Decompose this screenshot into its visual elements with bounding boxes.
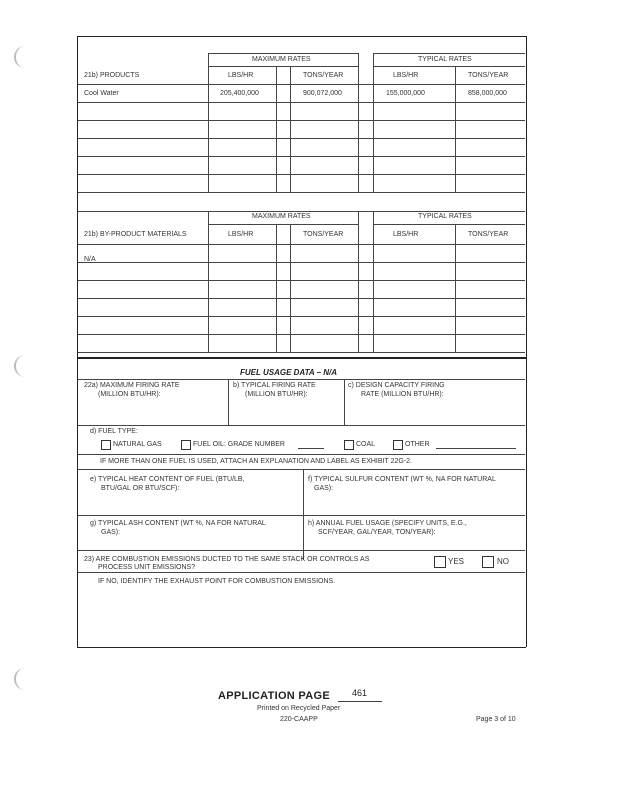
product-typ-tons: 858,000,000	[468, 90, 507, 97]
fuel-section-title: FUEL USAGE DATA – N/A	[240, 368, 338, 377]
q23-label-2: PROCESS UNIT EMISSIONS?	[98, 564, 196, 571]
products-max-header: MAXIMUM RATES	[252, 56, 311, 63]
binder-hole	[14, 355, 26, 377]
byproducts-label: 21b) BY-PRODUCT MATERIALS	[84, 231, 187, 238]
products-col-lbs-max: LBS/HR	[228, 72, 254, 79]
max-firing-label: 22a) MAXIMUM FIRING RATE	[84, 382, 180, 389]
product-name: Cool Water	[84, 90, 119, 97]
fuel-oil-checkbox[interactable]	[181, 440, 191, 450]
page-of: Page 3 of 10	[476, 716, 516, 723]
byproducts-col-lbs-typ: LBS/HR	[393, 231, 419, 238]
q23-label: 23) ARE COMBUSTION EMISSIONS DUCTED TO THE SAME STACK OR CONTROLS AS	[84, 556, 370, 563]
byproducts-col-lbs-max: LBS/HR	[228, 231, 254, 238]
design-firing-label: c) DESIGN CAPACITY FIRING	[348, 382, 445, 389]
design-firing-sub: RATE (MILLION BTU/HR):	[361, 391, 444, 398]
binder-hole	[14, 46, 26, 68]
annual-usage-label: h) ANNUAL FUEL USAGE (SPECIFY UNITS, E.G.,	[308, 520, 467, 527]
ash-content-label: g) TYPICAL ASH CONTENT (WT %, NA FOR NATURAL	[90, 520, 266, 527]
fuel-oil-label: FUEL OIL: GRADE NUMBER	[193, 441, 285, 448]
product-max-tons: 900,072,000	[303, 90, 342, 97]
natural-gas-label: NATURAL GAS	[113, 441, 162, 448]
application-page-title: APPLICATION PAGE	[218, 690, 330, 702]
typ-firing-label: b) TYPICAL FIRING RATE	[233, 382, 316, 389]
coal-checkbox[interactable]	[344, 440, 354, 450]
yes-checkbox[interactable]	[434, 556, 446, 568]
byproducts-col-tons-max: TONS/YEAR	[303, 231, 344, 238]
application-page-number: 461	[352, 688, 368, 698]
byproduct-first-row: N/A	[84, 256, 96, 263]
printed-note: Printed on Recycled Paper	[257, 705, 341, 712]
products-col-tons-max: TONS/YEAR	[303, 72, 344, 79]
heat-content-label: e) TYPICAL HEAT CONTENT OF FUEL (BTU/LB,	[90, 476, 245, 483]
annual-usage-sub: SCF/YEAR, GAL/YEAR, TON/YEAR):	[318, 529, 436, 536]
byproducts-max-header: MAXIMUM RATES	[252, 213, 311, 220]
coal-label: COAL	[356, 441, 376, 448]
ash-content-sub: GAS):	[101, 529, 121, 536]
heat-content-sub: BTU/GAL OR BTU/SCF):	[101, 485, 180, 492]
form-code: 220-CAAPP	[280, 716, 318, 723]
product-max-lbs: 205,400,000	[220, 90, 259, 97]
product-typ-lbs: 155,000,000	[386, 90, 425, 97]
typ-firing-sub: (MILLION BTU/HR):	[245, 391, 308, 398]
binder-hole	[14, 668, 26, 690]
yes-label: YES	[448, 557, 465, 566]
max-firing-sub: (MILLION BTU/HR):	[98, 391, 161, 398]
fuel-type-label: d) FUEL TYPE:	[90, 428, 138, 435]
products-label: 21b) PRODUCTS	[84, 72, 140, 79]
byproducts-col-tons-typ: TONS/YEAR	[468, 231, 509, 238]
byproducts-typ-header: TYPICAL RATES	[418, 213, 472, 220]
other-checkbox[interactable]	[393, 440, 403, 450]
multi-fuel-note: IF MORE THAN ONE FUEL IS USED, ATTACH AN EXPLANATION AND LABEL AS EXHIBIT 22G-2.	[100, 458, 412, 465]
other-label: OTHER	[405, 441, 430, 448]
products-col-tons-typ: TONS/YEAR	[468, 72, 509, 79]
no-label: NO	[497, 557, 509, 566]
natural-gas-checkbox[interactable]	[101, 440, 111, 450]
sulfur-content-sub: GAS):	[314, 485, 334, 492]
products-typ-header: TYPICAL RATES	[418, 56, 472, 63]
products-col-lbs-typ: LBS/HR	[393, 72, 419, 79]
sulfur-content-label: f) TYPICAL SULFUR CONTENT (WT %, NA FOR NATURAL	[308, 476, 496, 483]
exhaust-point-label: IF NO, IDENTIFY THE EXHAUST POINT FOR COMBUSTION EMISSIONS.	[98, 578, 336, 585]
no-checkbox[interactable]	[482, 556, 494, 568]
